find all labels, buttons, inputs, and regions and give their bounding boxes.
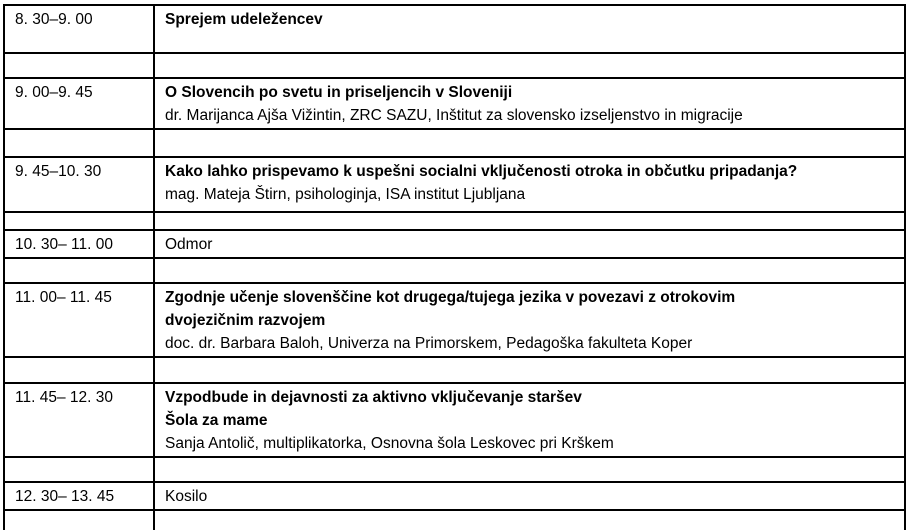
spacer-time-cell [4, 258, 154, 283]
session-cell [154, 78, 905, 129]
time-cell: 9. 45–10. 30 [4, 157, 154, 212]
session-speaker: dr. Marijanca Ajša Vižintin, ZRC SAZU, Inštitut za slovensko izseljenstvo in migracije [165, 107, 743, 124]
spacer-session-cell [154, 53, 905, 78]
schedule-row [4, 5, 905, 53]
spacer-row [4, 357, 905, 383]
session-cell [154, 482, 905, 510]
session-activity: Odmor [165, 236, 213, 253]
spacer-row [4, 129, 905, 157]
time-cell: 12. 30– 13. 45 [4, 482, 154, 510]
spacer-row [4, 510, 905, 530]
spacer-time-cell [4, 129, 154, 157]
spacer-row [4, 53, 905, 78]
spacer-session-cell [154, 212, 905, 230]
spacer-session-cell [154, 258, 905, 283]
schedule-row [4, 230, 905, 258]
session-cell [154, 5, 905, 53]
session-speaker: mag. Mateja Štirn, psihologinja, ISA institut Ljubljana [165, 186, 526, 203]
spacer-time-cell [4, 212, 154, 230]
session-title-continued: dvojezičnim razvojem [165, 312, 326, 329]
schedule-row [4, 482, 905, 510]
session-subtitle: Šola za mame [165, 412, 268, 429]
spacer-time-cell [4, 457, 154, 482]
session-title: Zgodnje učenje slovenščine kot drugega/tujega jezika v povezavi z otrokovim [165, 289, 736, 306]
session-title: Kako lahko prispevamo k uspešni socialni vključenosti otroka in občutku pripadanja? [165, 163, 798, 180]
session-speaker: doc. dr. Barbara Baloh, Univerza na Primorskem, Pedagoška fakulteta Koper [165, 335, 693, 352]
time-cell: 11. 00– 11. 45 [4, 283, 154, 357]
session-cell [154, 157, 905, 212]
schedule-row [4, 157, 905, 212]
time-cell: 9. 00–9. 45 [4, 78, 154, 129]
session-speaker: Sanja Antolič, multiplikatorka, Osnovna šola Leskovec pri Krškem [165, 435, 614, 452]
schedule-row [4, 78, 905, 129]
spacer-session-cell [154, 357, 905, 383]
spacer-row [4, 258, 905, 283]
schedule-row [4, 383, 905, 457]
time-cell: 8. 30–9. 00 [4, 5, 154, 53]
time-cell: 11. 45– 12. 30 [4, 383, 154, 457]
spacer-time-cell [4, 53, 154, 78]
spacer-session-cell [154, 457, 905, 482]
spacer-row [4, 212, 905, 230]
spacer-time-cell [4, 510, 154, 530]
spacer-time-cell [4, 357, 154, 383]
time-cell: 10. 30– 11. 00 [4, 230, 154, 258]
schedule-table [3, 4, 906, 530]
schedule-row [4, 283, 905, 357]
session-title: O Slovencih po svetu in priseljencih v Sloveniji [165, 84, 513, 101]
session-activity: Kosilo [165, 488, 208, 505]
spacer-row [4, 457, 905, 482]
session-cell [154, 283, 905, 357]
session-title: Vzpodbude in dejavnosti za aktivno vključevanje staršev [165, 389, 582, 406]
spacer-session-cell [154, 510, 905, 530]
session-cell [154, 230, 905, 258]
session-title: Sprejem udeležencev [165, 11, 323, 28]
session-cell [154, 383, 905, 457]
spacer-session-cell [154, 129, 905, 157]
schedule-body [4, 5, 905, 530]
